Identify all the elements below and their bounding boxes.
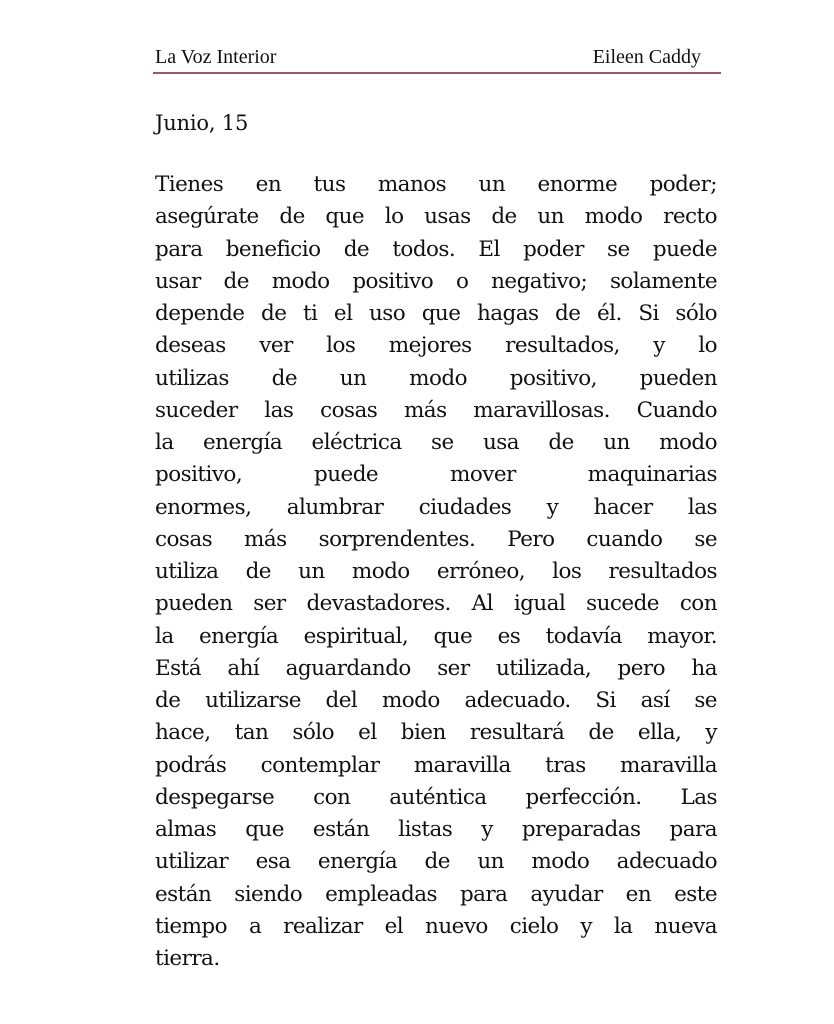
body-line: usar de modo positivo o negativo; solamente	[155, 268, 717, 294]
body-line: utiliza de un modo erróneo, los resultados	[155, 559, 717, 584]
author-name: Eileen Caddy	[592, 46, 701, 68]
body-line: cosas más sorprendentes. Pero cuando se	[155, 526, 717, 552]
body-line: despegarse con auténtica perfección. Las	[155, 784, 717, 810]
body-line: depende de ti el uso que hagas de él. Si sólo	[155, 301, 717, 326]
body-line: están siendo empleadas para ayudar en este	[155, 881, 717, 907]
body-line: utilizas de un modo positivo, pueden	[155, 365, 717, 391]
body-line: de utilizarse del modo adecuado. Si así se	[155, 688, 717, 713]
body-line: asegúrate de que lo usas de un modo recto	[155, 204, 717, 230]
body-line: Tienes en tus manos un enorme poder;	[155, 172, 717, 197]
body-line: suceder las cosas más maravillosas. Cuando	[155, 397, 717, 423]
body-line: tiempo a realizar el nuevo cielo y la nueva	[155, 913, 717, 939]
body-line: utilizar esa energía de un modo adecuado	[155, 849, 717, 875]
body-line: para beneficio de todos. El poder se puede	[155, 236, 717, 262]
running-header	[153, 44, 721, 74]
body-line: positivo, puede mover maquinarias	[155, 462, 717, 488]
body-line: almas que están listas y preparadas para	[155, 817, 717, 842]
entry-body	[155, 169, 717, 975]
body-line: pueden ser devastadores. Al igual sucede con	[155, 591, 717, 617]
body-line: podrás contemplar maravilla tras maravilla	[155, 752, 717, 778]
body-line: la energía eléctrica se usa de un modo	[155, 430, 717, 455]
body-line: tierra.	[155, 946, 220, 971]
body-line: hace, tan sólo el bien resultará de ella, y	[155, 720, 717, 746]
book-title: La Voz Interior	[155, 46, 277, 68]
body-line: la energía espiritual, que es todavía mayor.	[155, 623, 717, 649]
entry-date: Junio, 15	[155, 111, 249, 135]
body-line: Está ahí aguardando ser utilizada, pero ha	[155, 655, 717, 681]
body-line: deseas ver los mejores resultados, y lo	[155, 333, 717, 359]
body-line: enormes, alumbrar ciudades y hacer las	[155, 494, 717, 520]
